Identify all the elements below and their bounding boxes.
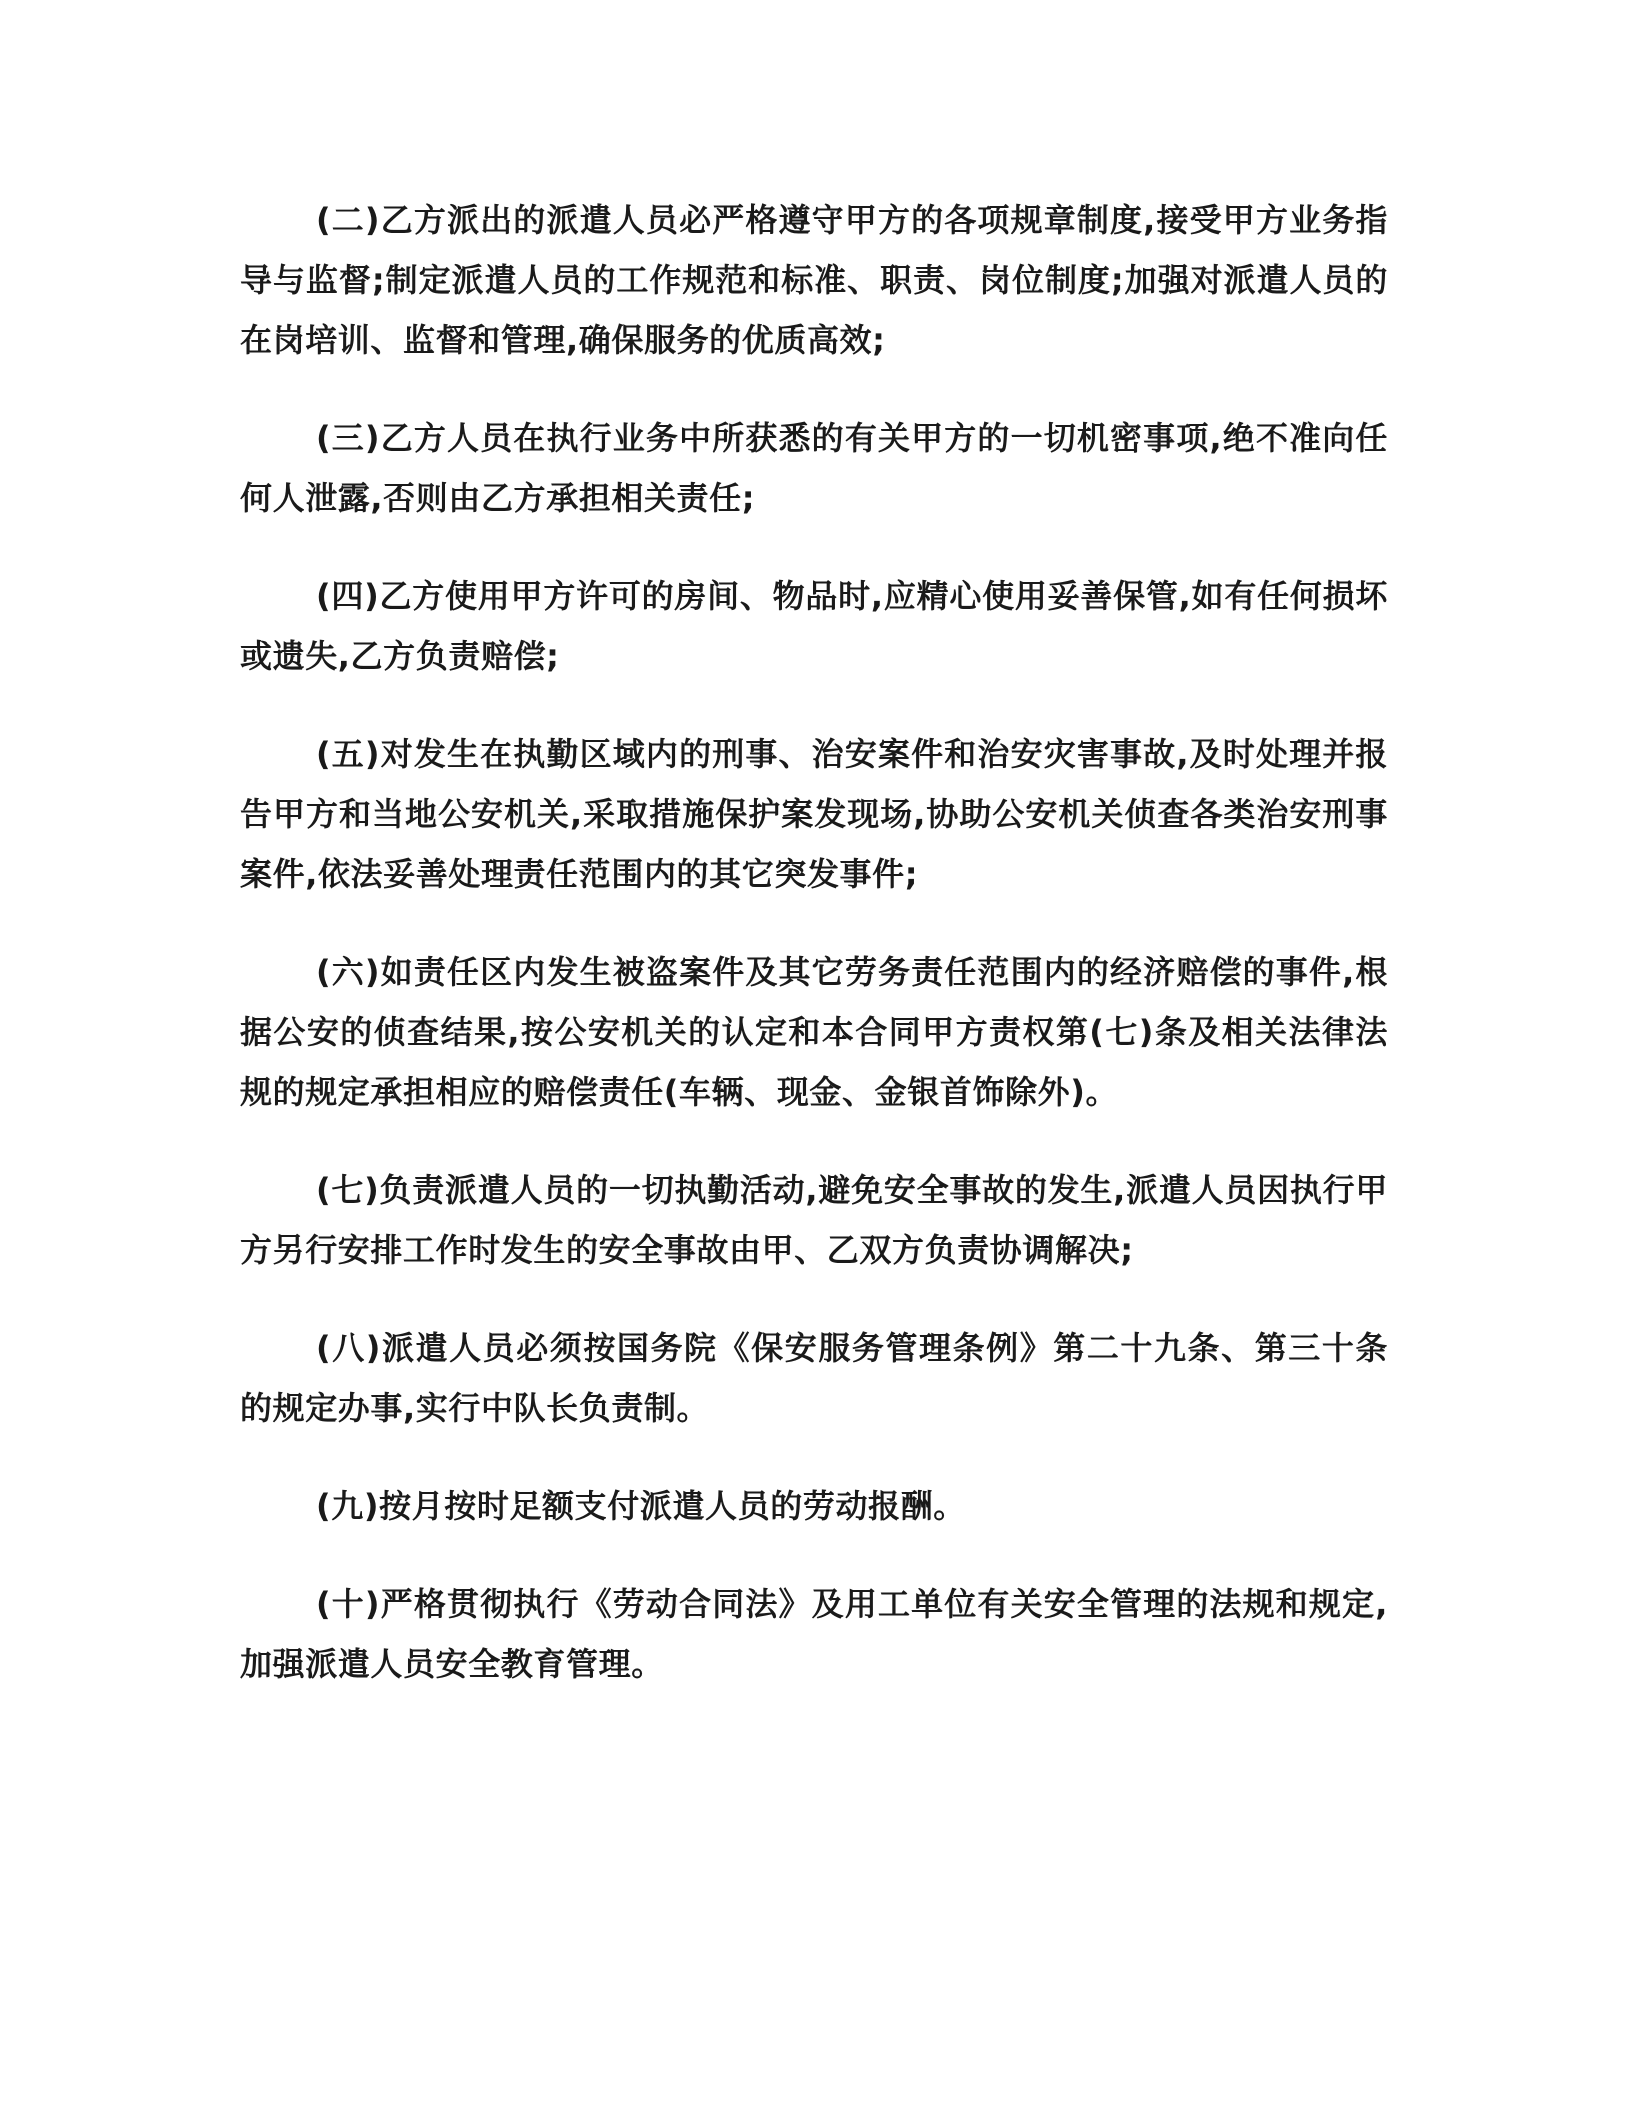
paragraph-8: (八)派遣人员必须按国务院《保安服务管理条例》第二十九条、第三十条的规定办事,实行中队长负责制。 xyxy=(240,1329,1388,1427)
document-body xyxy=(240,190,1388,1732)
paragraph-7: (七)负责派遣人员的一切执勤活动,避免安全事故的发生,派遣人员因执行甲方另行安排工作时发生的安全事故由甲、乙双方负责协调解决; xyxy=(240,1171,1388,1269)
paragraph-10: (十)严格贯彻执行《劳动合同法》及用工单位有关安全管理的法规和规定,加强派遣人员安全教育管理。 xyxy=(240,1585,1388,1683)
paragraph-5: (五)对发生在执勤区域内的刑事、治安案件和治安灾害事故,及时处理并报告甲方和当地公安机关,采取措施保护案发现场,协助公安机关侦查各类治安刑事案件,依法妥善处理责任范围内的其它突发事件; xyxy=(240,735,1388,893)
paragraph-9: (九)按月按时足额支付派遣人员的劳动报酬。 xyxy=(316,1487,966,1525)
paragraph-3: (三)乙方人员在执行业务中所获悉的有关甲方的一切机密事项,绝不准向任何人泄露,否则由乙方承担相关责任; xyxy=(240,419,1388,517)
paragraph-4: (四)乙方使用甲方许可的房间、物品时,应精心使用妥善保管,如有任何损坏或遗失,乙方负责赔偿; xyxy=(240,577,1388,675)
paragraph-2: (二)乙方派出的派遣人员必严格遵守甲方的各项规章制度,接受甲方业务指导与监督;制定派遣人员的工作规范和标准、职责、岗位制度;加强对派遣人员的在岗培训、监督和管理,确保服务的优质高效; xyxy=(240,201,1388,359)
paragraph-6: (六)如责任区内发生被盗案件及其它劳务责任范围内的经济赔偿的事件,根据公安的侦查结果,按公安机关的认定和本合同甲方责权第(七)条及相关法律法规的规定承担相应的赔偿责任(车辆、现金、金银首饰除外)。 xyxy=(240,953,1388,1111)
